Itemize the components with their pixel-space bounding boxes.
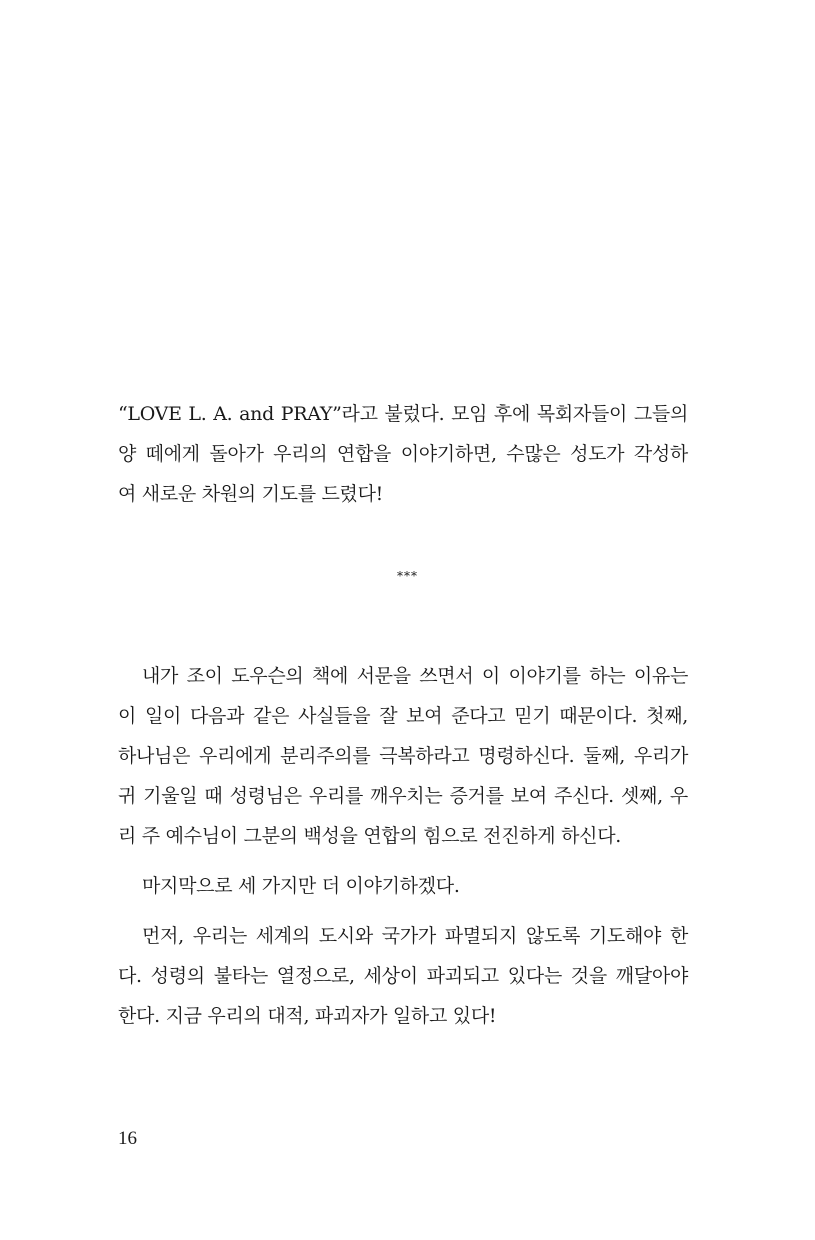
paragraph-line: 하나님은 우리에게 분리주의를 극복하라고 명령하신다. 둘째, 우리가 <box>118 745 688 767</box>
section-separator: *** <box>397 569 418 583</box>
paragraph-line: 먼저, 우리는 세계의 도시와 국가가 파멸되지 않도록 기도해야 한 <box>142 925 688 947</box>
paragraph-line: 양 떼에게 돌아가 우리의 연합을 이야기하면, 수많은 성도가 각성하 <box>118 443 688 465</box>
paragraph-line: 귀 기울일 때 성령님은 우리를 깨우치는 증거를 보여 주신다. 셋째, 우 <box>118 785 688 807</box>
paragraph-line: 여 새로운 차원의 기도를 드렸다! <box>118 483 383 505</box>
paragraph-line: 다. 성령의 불타는 열정으로, 세상이 파괴되고 있다는 것을 깨달아야 <box>118 965 688 987</box>
page-number: 16 <box>118 1128 137 1149</box>
paragraph-3 <box>118 866 688 906</box>
paragraph-line: 한다. 지금 우리의 대적, 파괴자가 일하고 있다! <box>118 1005 497 1027</box>
paragraph-line: 마지막으로 세 가지만 더 이야기하겠다. <box>142 875 460 897</box>
paragraph-line: 내가 조이 도우슨의 책에 서문을 쓰면서 이 이야기를 하는 이유는 <box>142 665 688 687</box>
paragraph-line: 이 일이 다음과 같은 사실들을 잘 보여 준다고 믿기 때문이다. 첫째, <box>118 705 688 727</box>
paragraph-1 <box>118 394 688 514</box>
paragraph-4 <box>118 916 688 1036</box>
paragraph-line: “LOVE L. A. and PRAY”라고 불렀다. 모임 후에 목회자들이 그들의 <box>118 403 688 425</box>
paragraph-2 <box>118 656 688 856</box>
paragraph-line: 리 주 예수님이 그분의 백성을 연합의 힘으로 전진하게 하신다. <box>118 825 622 847</box>
